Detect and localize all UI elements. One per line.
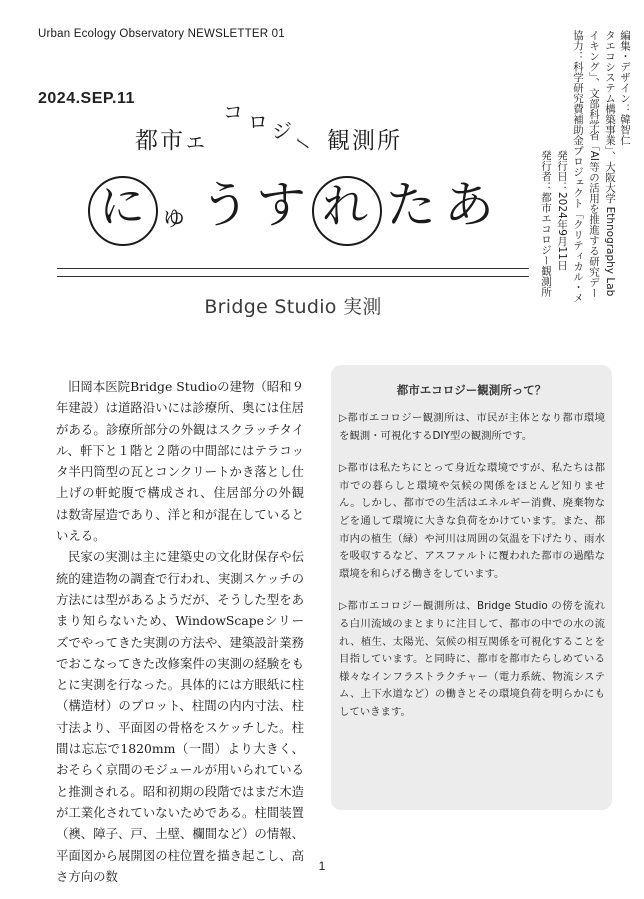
masthead: Urban Ecology Observatory NEWSLETTER 01	[38, 28, 285, 40]
obs-char-ro: ロ	[248, 110, 268, 134]
page-number: 1	[318, 859, 326, 873]
title-rule-bottom	[57, 276, 529, 277]
logo-char-ta: た	[386, 176, 436, 234]
obs-char-ji: ジ	[272, 119, 292, 143]
logo-char-u: う	[200, 176, 250, 234]
title-rule-top	[57, 268, 529, 269]
sidebar-title: 都市エコロジー観測所って？	[396, 383, 547, 397]
issue-subtitle: Bridge Studio 実測	[204, 296, 382, 318]
colophon-publisher: 発行者：都市エコロジー観測所	[540, 150, 552, 297]
sidebar-body	[339, 410, 605, 737]
colophon-cooperation-1: 協力：科学研究費補助金プロジェクト「クリティカル・メ	[572, 30, 584, 303]
obs-char-sho: 所	[377, 128, 400, 154]
obs-char-ko: コ	[223, 100, 243, 124]
logo-char-ni: に	[99, 179, 145, 233]
obs-char-e: エ	[186, 132, 206, 154]
obs-char-to: 都	[135, 128, 158, 154]
sidebar-paragraph-3: ▷都市エコロジー観測所は、Bridge Studio の傍を流れる白川流域のまとまりに注目して、都市の中での水の流れ、植生、太陽光、気候の相互関係を可視化することを目指しています。と同時に、都市を都市たらしめている様々なインフラストラクチャー（電力系統、物流システム、上下水道など）の働きとその環境負荷を明らかにもしていきます。	[339, 600, 605, 718]
article-body	[56, 376, 304, 887]
obs-char-soku: 測	[352, 128, 375, 154]
issue-date: 2024.SEP.11	[38, 90, 135, 107]
colophon-cooperation-3: タエコシステム構築事業」、大阪大学 Ethnography Lab	[604, 30, 616, 297]
newsletter-logo	[88, 170, 508, 246]
colophon-editor: 編集・デザイン：韓智仁	[619, 30, 631, 146]
obs-char-shi: 市	[160, 128, 183, 154]
sidebar-paragraph-2: ▷都市は私たちにとって身近な環境ですが、私たちは都市での暮らしと環境や気候の関係をほとんど知りません。しかし、都市での生活はエネルギー消費、廃棄物などを通して環境に大きな負荷をかけています。また、都市内の植生（緑）や河川は周囲の気温を下げたり、雨水を吸収するなど、アスファルトに覆われた都市の過酷な環境を和らげる働きをしています。	[339, 462, 605, 580]
colophon-issued: 発行日：2024年9月11日	[556, 150, 568, 271]
sidebar-paragraph-1: ▷都市エコロジー観測所は、市民が主体となり都市環境を観測・可視化するDIY型の観測所です。	[339, 412, 605, 442]
logo-char-re: れ	[322, 179, 368, 233]
logo-char-yu: ゅ	[160, 199, 189, 232]
logo-char-su: す	[256, 176, 306, 234]
colophon-cooperation-2: イキング」、文部科学省「AI等の活用を推進する研究デー	[588, 30, 600, 298]
obs-char-kan: 観	[327, 128, 350, 154]
observatory-name	[135, 100, 435, 166]
article-paragraph-2: 民家の実測は主に建築史の文化財保存や伝統的建造物の調査で行われ、実測スケッチの方法には型があるようだが、そうした型をあまり知らないため、WindowScapeシリーズでやってきた実測の方法や、建築設計業務でおこなってきた改修案件の実測の経験をもとに実測を行なった。具体的には方眼紙に柱（構造材）のプロット、柱間の内内寸法、柱寸法より、平面図の骨格をスケッチした。柱間は忘忘で1820mm（一間）より大きく、おそらく京間のモジュールが用いられていると推測される。昭和初期の段階ではまだ木造が工業化されていないためである。柱間装置（襖、障子、戸、土壁、欄間など）の情報、平面図から展開図の柱位置を描き起こし、高さ方向の数	[56, 549, 304, 884]
article-paragraph-1: 旧岡本医院Bridge Studioの建物（昭和９年建設）は道路沿いには診療所、奥には住居がある。診療所部分の外観はスクラッチタイル、軒下と１階と２階の中間部にはテラコッタ半円筒型の瓦とコンクリートかき落とし仕上げの軒蛇腹で構成され、住居部分の外観は数寄屋造であり、洋と和が混在しているといえる。	[56, 379, 304, 544]
logo-char-a: あ	[444, 176, 494, 234]
obs-char-long-vowel: ー	[288, 130, 316, 158]
